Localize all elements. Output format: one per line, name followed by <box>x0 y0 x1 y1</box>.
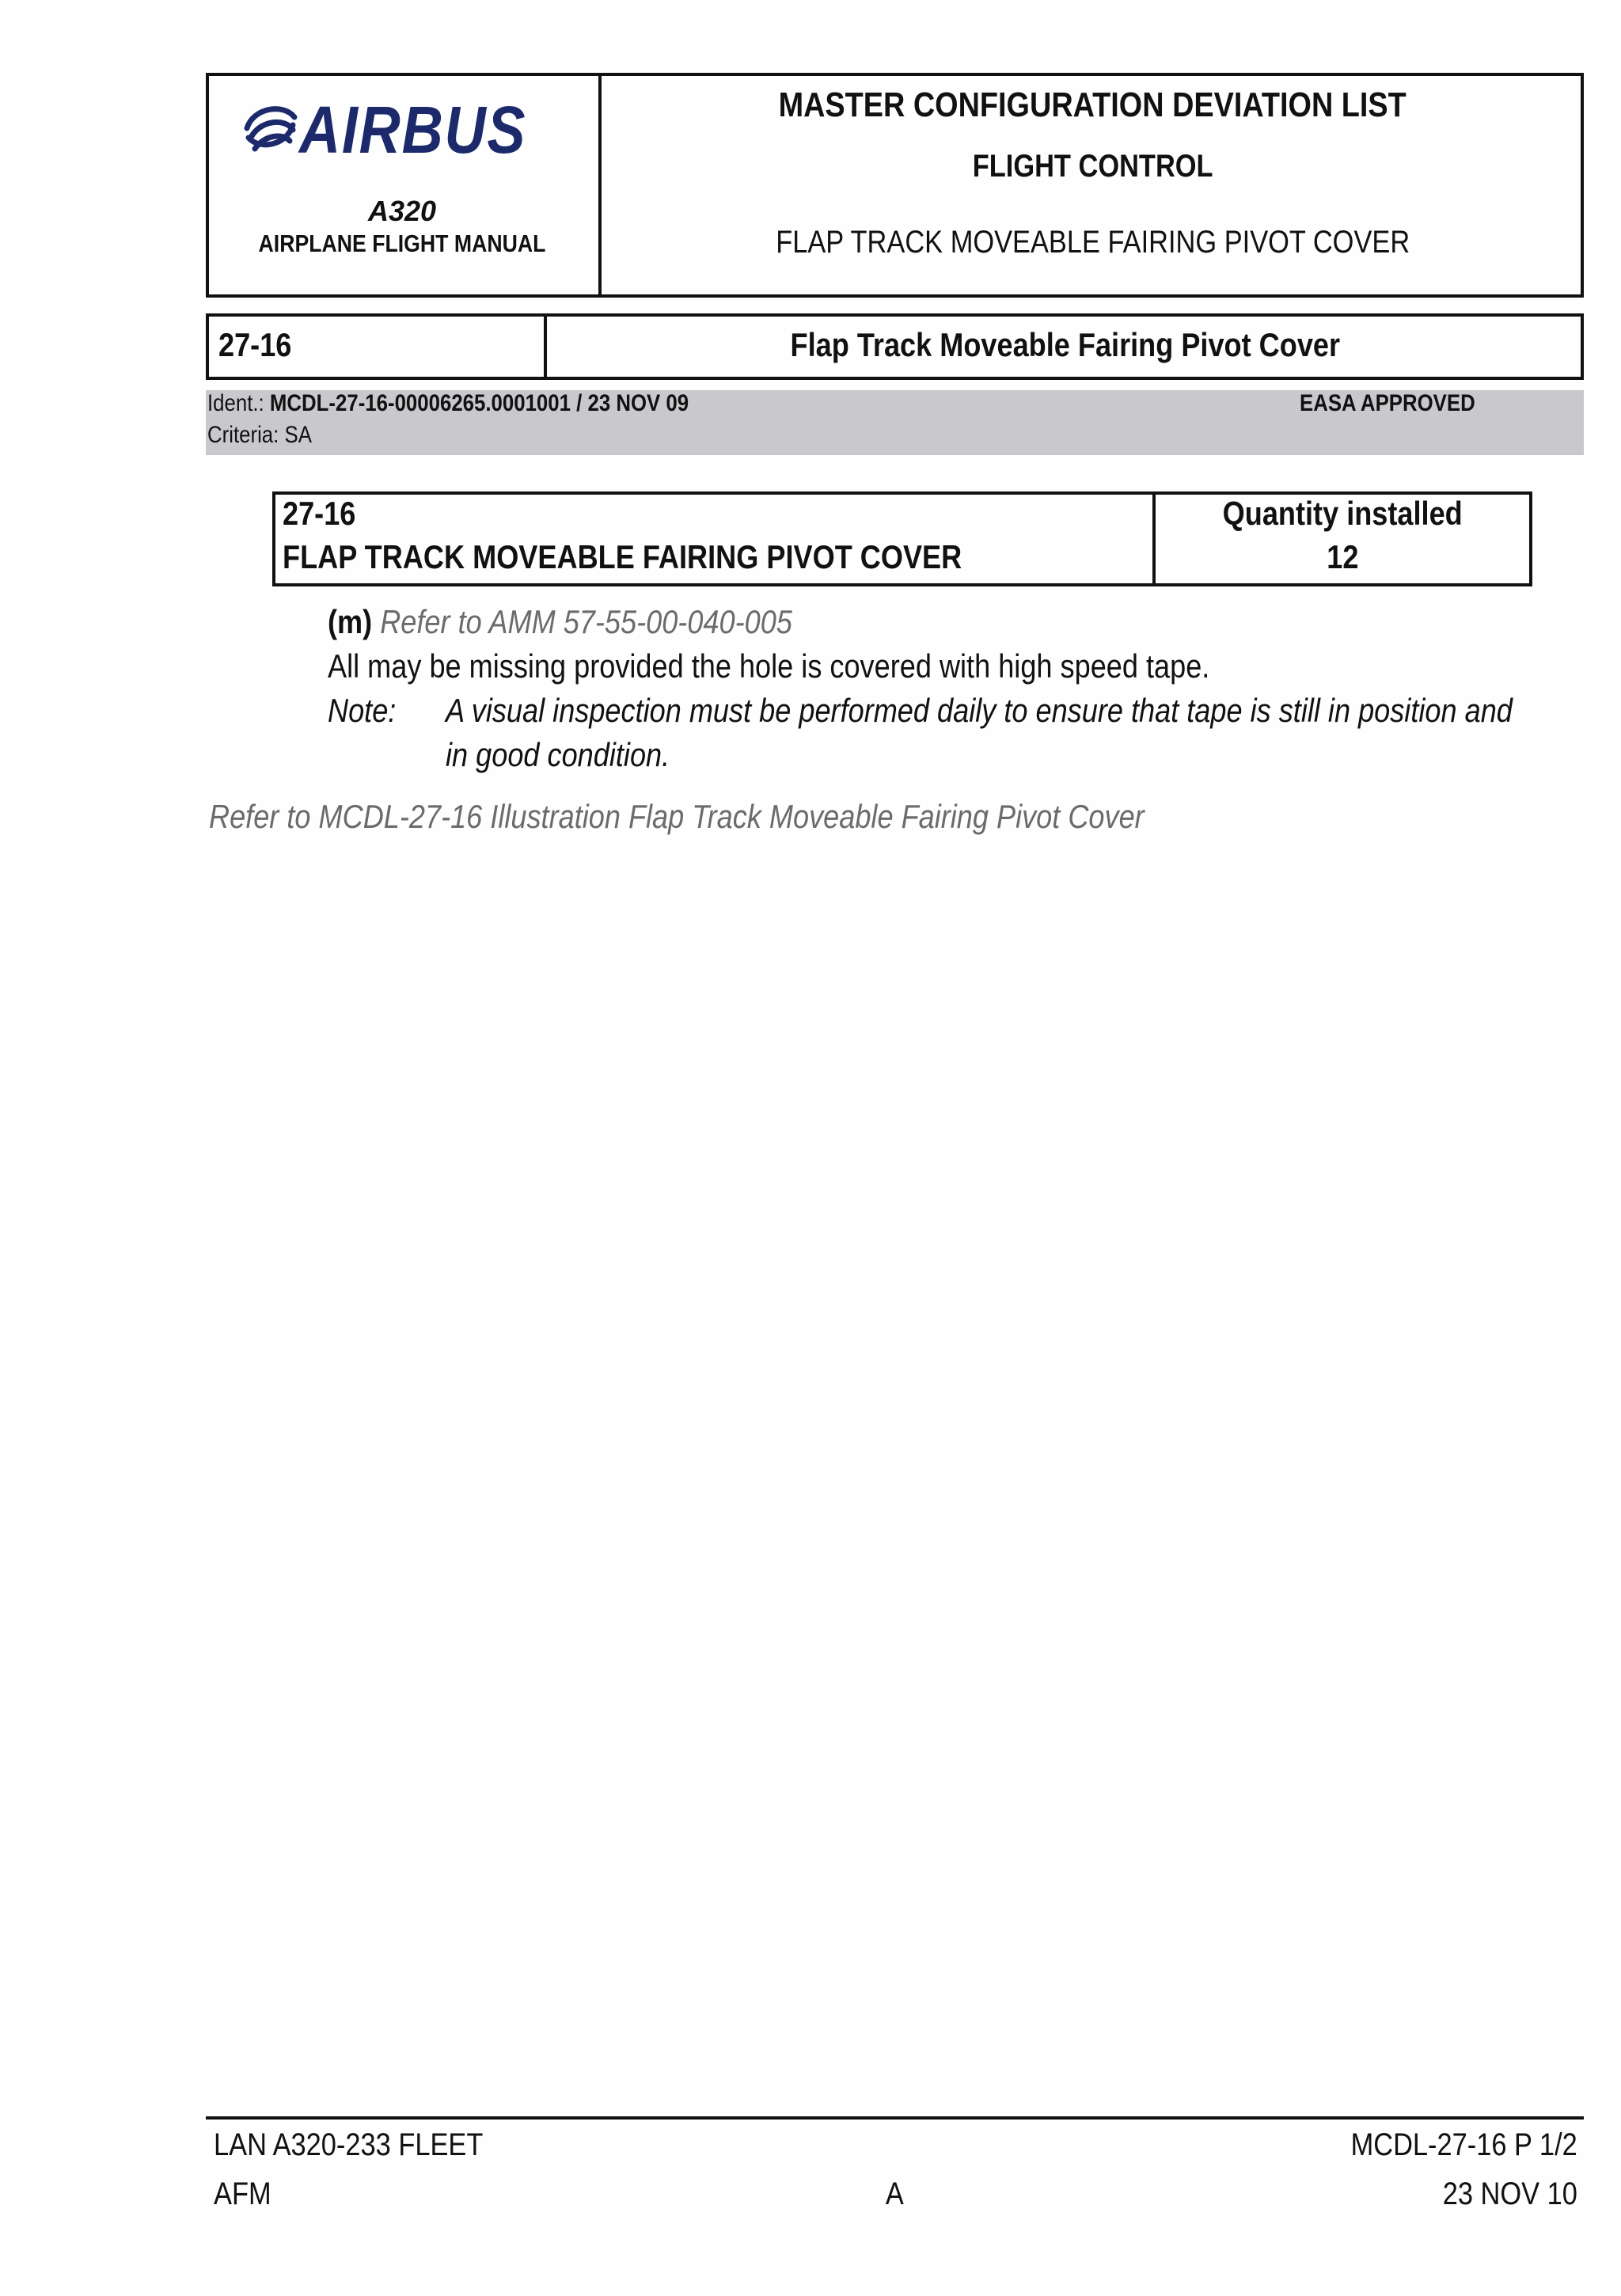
brand-wordmark: AIRBUS <box>299 93 527 167</box>
quantity-label: Quantity installed <box>1222 495 1463 532</box>
footer-rule <box>206 2116 1584 2120</box>
approval-status: EASA APPROVED <box>1300 390 1475 416</box>
quantity-value: 12 <box>1326 538 1359 575</box>
condition-code: (m) <box>328 603 373 640</box>
condition-line <box>328 603 867 641</box>
ident-line <box>207 390 767 417</box>
footer-page-number: MCDL-27-16 P 1/2 <box>1350 2127 1577 2162</box>
footer-fleet: LAN A320-233 FLEET <box>214 2127 484 2162</box>
criteria-line: Criteria: SA <box>207 422 312 448</box>
ident-value: MCDL-27-16-00006265.0001001 / 23 NOV 09 <box>269 390 689 416</box>
remark-text: All may be missing provided the hole is covered with high speed tape. <box>328 647 1210 685</box>
ident-label: Ident.: <box>207 390 270 416</box>
table-item-number: 27-16 <box>283 495 356 532</box>
aircraft-model: A320 <box>367 195 437 227</box>
illustration-reference: Refer to MCDL-27-16 Illustration Flap Track Moveable Fairing Pivot Cover <box>209 798 1145 835</box>
footer-date: 23 NOV 10 <box>1442 2176 1577 2211</box>
document-title: MASTER CONFIGURATION DEVIATION LIST <box>778 85 1407 124</box>
note-text-line-2: in good condition. <box>446 736 670 773</box>
footer-manual: AFM <box>214 2176 271 2211</box>
item-title: Flap Track Moveable Fairing Pivot Cover <box>790 326 1341 363</box>
note-label: Note: <box>328 692 397 729</box>
footer-revision: A <box>885 2176 904 2211</box>
table-item-title: FLAP TRACK MOVEABLE FAIRING PIVOT COVER <box>283 538 962 575</box>
note-text-line-1: A visual inspection must be performed daily to ensure that tape is still in position and <box>446 692 1513 729</box>
item-number: 27-16 <box>218 326 292 363</box>
chapter-title: FLIGHT CONTROL <box>972 149 1213 184</box>
manual-name: AIRPLANE FLIGHT MANUAL <box>258 230 546 257</box>
amm-reference: Refer to AMM 57-55-00-040-005 <box>380 603 792 640</box>
subject-title: FLAP TRACK MOVEABLE FAIRING PIVOT COVER <box>776 225 1410 260</box>
